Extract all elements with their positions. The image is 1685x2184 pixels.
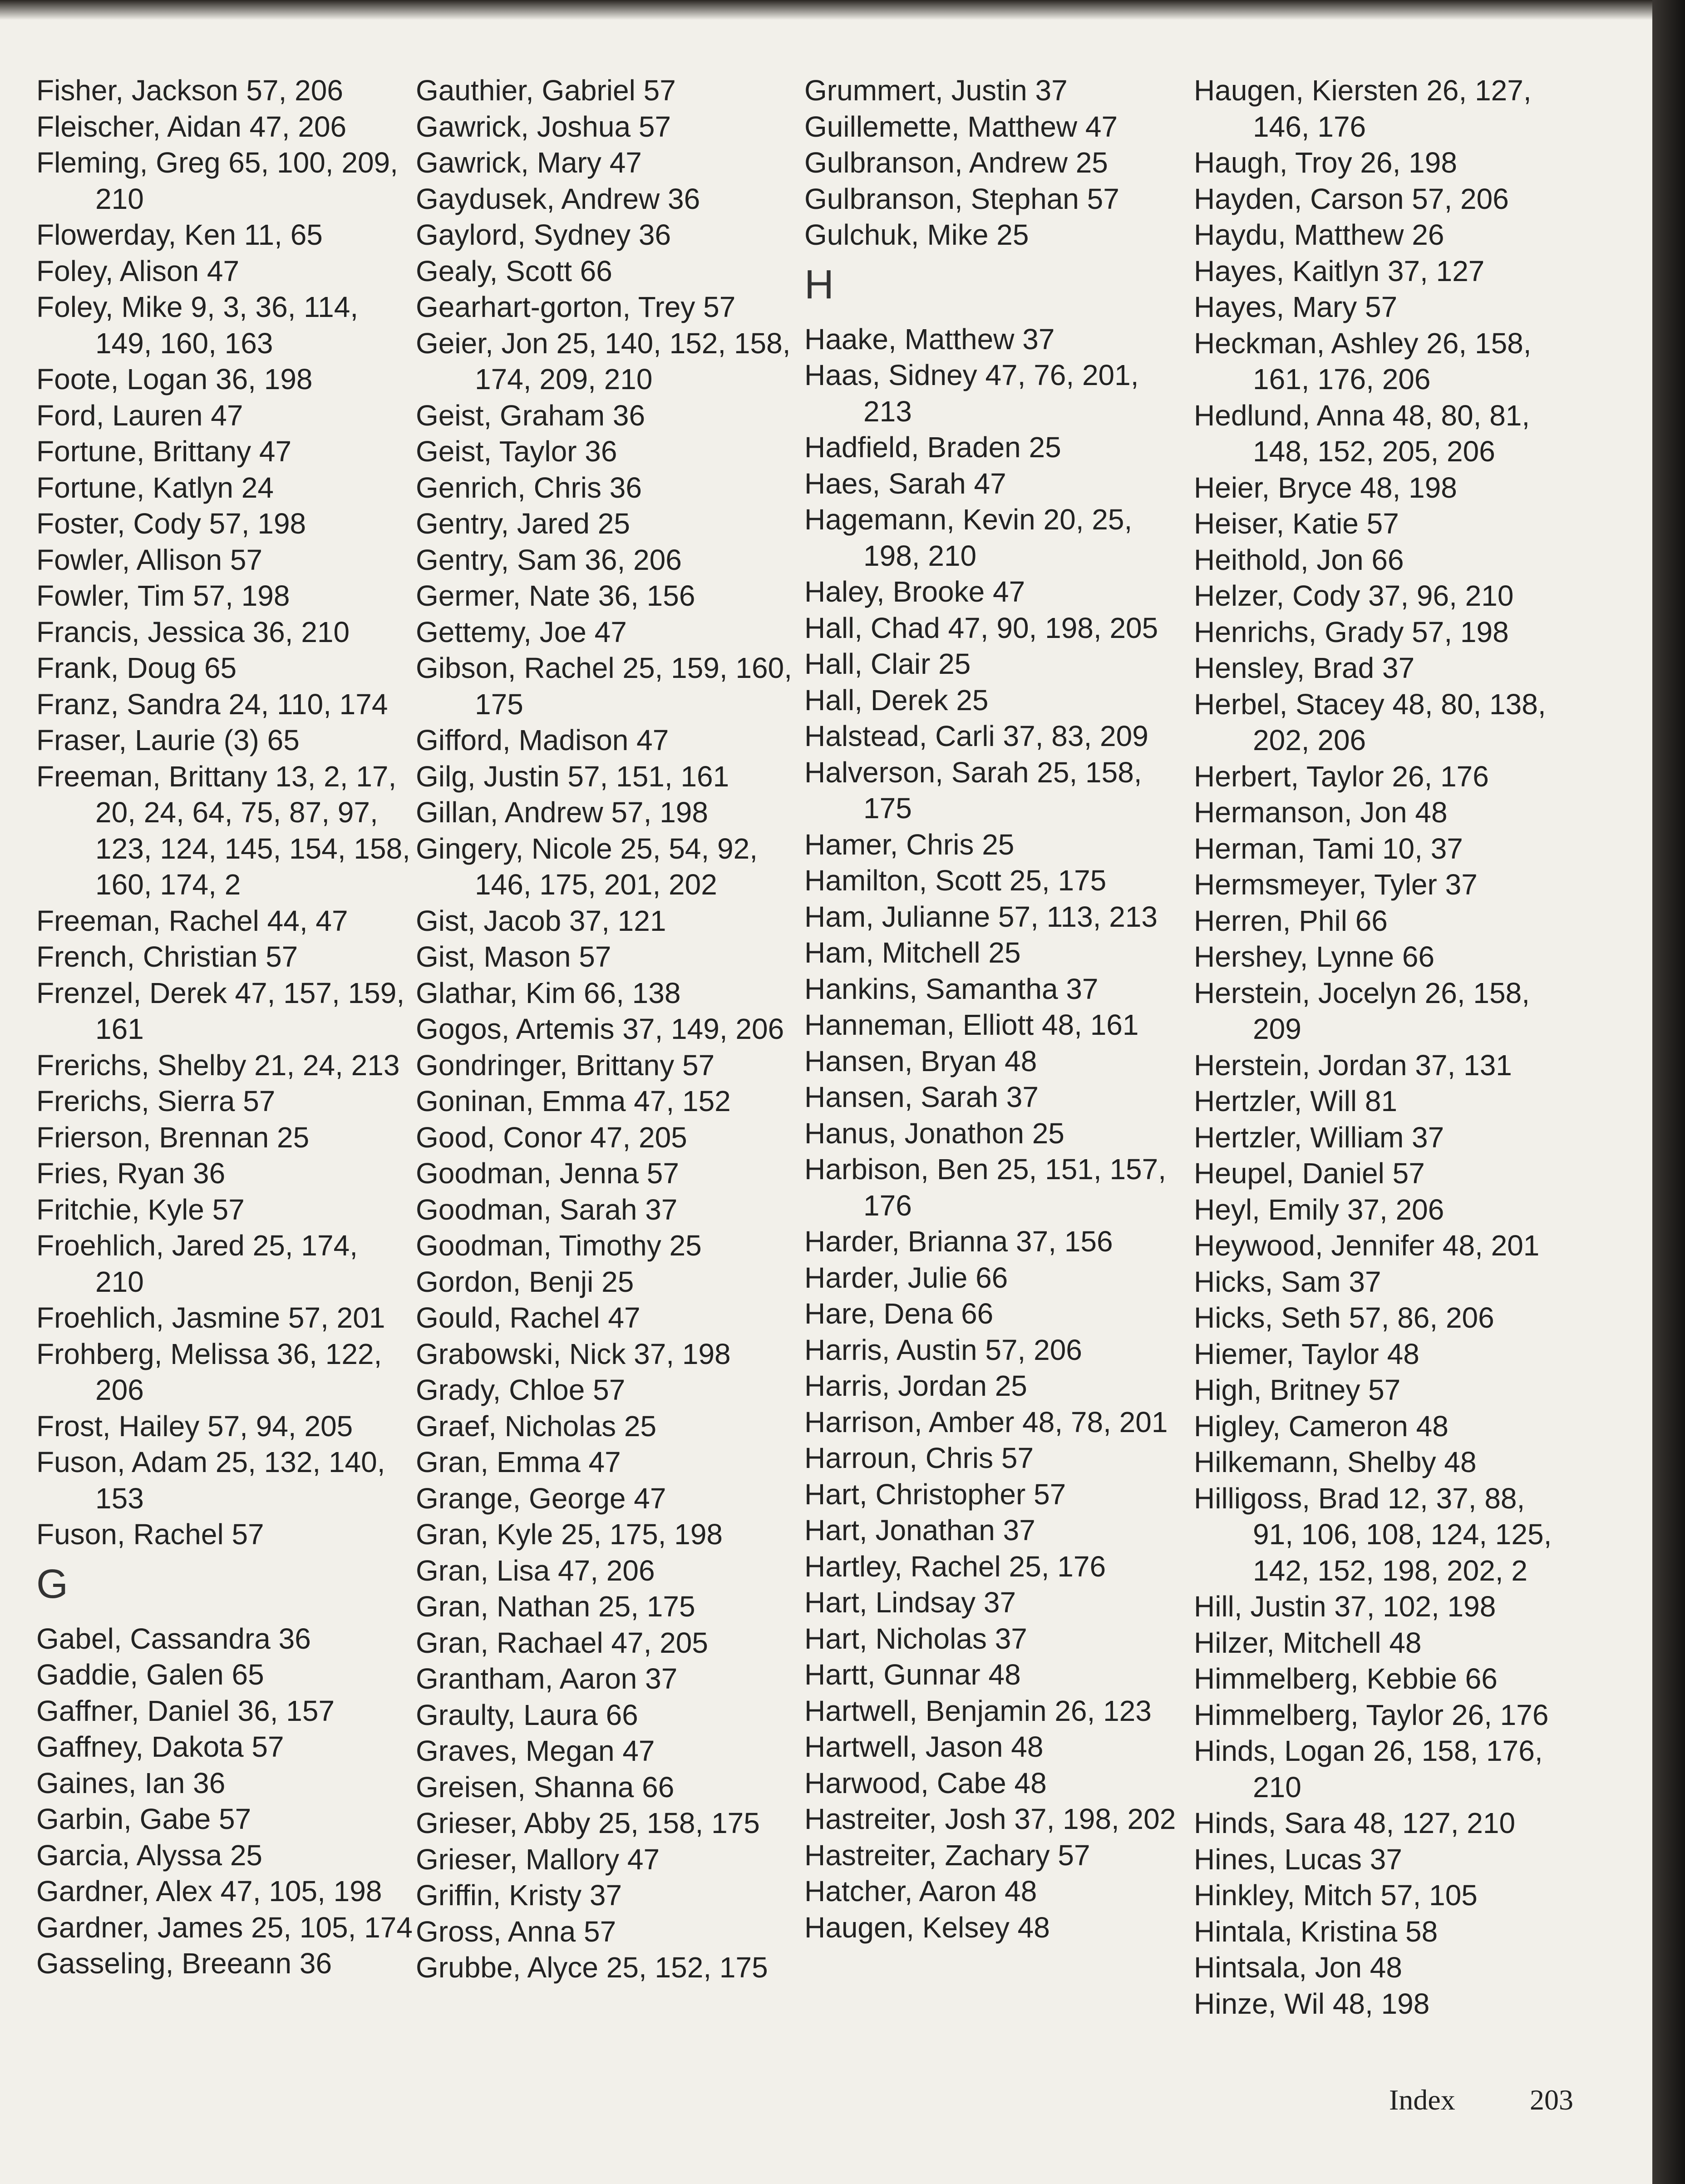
- index-entry: Foley, Alison 47: [36, 254, 240, 287]
- index-entry: Goninan, Emma 47, 152: [416, 1085, 731, 1117]
- index-entry: Grantham, Aaron 37: [416, 1662, 678, 1695]
- index-column-3: [804, 73, 1181, 1946]
- index-entry: Haas, Sidney 47, 76, 201, 213: [804, 359, 1139, 428]
- index-entry: Harder, Julie 66: [804, 1261, 1008, 1294]
- index-entry: Gaines, Ian 36: [36, 1766, 226, 1799]
- index-entry: Graulty, Laura 66: [416, 1698, 638, 1731]
- index-entry: Haugh, Troy 26, 198: [1194, 146, 1457, 179]
- index-entry: Garbin, Gabe 57: [36, 1803, 251, 1835]
- index-entry: Frank, Doug 65: [36, 652, 237, 684]
- index-entry: Haugen, Kiersten 26, 127, 146, 176: [1194, 74, 1532, 143]
- index-entry: Hines, Lucas 37: [1194, 1843, 1402, 1876]
- index-entry: Gifford, Madison 47: [416, 724, 669, 756]
- index-entry: Harrison, Amber 48, 78, 201: [804, 1405, 1168, 1438]
- index-entry: Frost, Hailey 57, 94, 205: [36, 1409, 353, 1443]
- index-entry: Hertzler, Will 81: [1194, 1085, 1398, 1117]
- index-entry: Glathar, Kim 66, 138: [416, 976, 681, 1009]
- index-entry: French, Christian 57: [36, 940, 298, 973]
- index-entry: Gawrick, Mary 47: [416, 146, 642, 179]
- index-entry: Grabowski, Nick 37, 198: [416, 1337, 731, 1370]
- index-entry: Fisher, Jackson 57, 206: [36, 74, 343, 107]
- index-entry: Heywood, Jennifer 48, 201: [1194, 1229, 1540, 1262]
- index-entry: Fleming, Greg 65, 100, 209, 210: [36, 146, 398, 215]
- index-entry: Frerichs, Sierra 57: [36, 1085, 276, 1117]
- index-entry: Gould, Rachel 47: [416, 1301, 640, 1334]
- index-column-1: [36, 73, 413, 1982]
- index-entry: Guillemette, Matthew 47: [804, 110, 1118, 143]
- index-entry: Grady, Chloe 57: [416, 1374, 626, 1406]
- index-entry: Francis, Jessica 36, 210: [36, 615, 350, 648]
- index-entry: Frerichs, Shelby 21, 24, 213: [36, 1048, 400, 1082]
- index-entry: Fortune, Brittany 47: [36, 435, 292, 468]
- index-entry: Gulbranson, Stephan 57: [804, 182, 1119, 215]
- index-entry: Hall, Derek 25: [804, 683, 989, 716]
- index-entry: Fritchie, Kyle 57: [36, 1193, 245, 1226]
- index-entry: Gist, Jacob 37, 121: [416, 904, 666, 937]
- page-number: 203: [1530, 2084, 1573, 2116]
- index-entry: Gaffney, Dakota 57: [36, 1730, 284, 1763]
- index-entry: Gogos, Artemis 37, 149, 206: [416, 1013, 784, 1045]
- index-entry: Gealy, Scott 66: [416, 254, 612, 287]
- index-entry: Gulbranson, Andrew 25: [804, 146, 1108, 179]
- index-entry: Hinds, Logan 26, 158, 176, 210: [1194, 1734, 1543, 1804]
- index-entry: Herren, Phil 66: [1194, 904, 1388, 937]
- index-entry: Hadfield, Braden 25: [804, 431, 1061, 464]
- index-entry: Hastreiter, Josh 37, 198, 202: [804, 1803, 1176, 1835]
- index-entry: Hertzler, William 37: [1194, 1121, 1444, 1154]
- index-entry: Foley, Mike 9, 3, 36, 114, 149, 160, 163: [36, 291, 359, 360]
- index-entry: Gordon, Benji 25: [416, 1265, 634, 1298]
- index-entry: Hartt, Gunnar 48: [804, 1658, 1021, 1691]
- index-entry: Hinze, Wil 48, 198: [1194, 1987, 1430, 2020]
- index-entry: Gingery, Nicole 25, 54, 92, 146, 175, 201, 202: [416, 832, 758, 901]
- index-entry: Grange, George 47: [416, 1482, 666, 1515]
- index-entry: Goodman, Sarah 37: [416, 1193, 678, 1226]
- index-entry: Hall, Clair 25: [804, 647, 971, 680]
- index-entry: Ham, Julianne 57, 113, 213: [804, 900, 1158, 933]
- index-entry: Hare, Dena 66: [804, 1297, 994, 1330]
- index-entry: Hayes, Kaitlyn 37, 127: [1194, 254, 1485, 287]
- index-entry: Halstead, Carli 37, 83, 209: [804, 720, 1148, 752]
- index-entry: Hinds, Sara 48, 127, 210: [1194, 1807, 1516, 1839]
- index-entry: Haes, Sarah 47: [804, 467, 1006, 500]
- index-entry: Haugen, Kelsey 48: [804, 1911, 1050, 1944]
- index-entry: Hansen, Bryan 48: [804, 1044, 1037, 1077]
- index-entry: Hilzer, Mitchell 48: [1194, 1626, 1422, 1659]
- index-entry: Gentry, Sam 36, 206: [416, 543, 682, 576]
- index-entry: Geier, Jon 25, 140, 152, 158, 174, 209, 210: [416, 326, 791, 395]
- index-entry: Freeman, Rachel 44, 47: [36, 904, 348, 937]
- index-entry: Gran, Rachael 47, 205: [416, 1626, 708, 1659]
- index-entry: Gross, Anna 57: [416, 1915, 616, 1948]
- index-entry: Fraser, Laurie (3) 65: [36, 724, 300, 756]
- index-entry: Fortune, Katlyn 24: [36, 471, 274, 504]
- index-entry: Haydu, Matthew 26: [1194, 218, 1444, 251]
- index-entry: Gaffner, Daniel 36, 157: [36, 1694, 335, 1727]
- footer-section-label: Index: [1389, 2084, 1455, 2116]
- index-entry: Grubbe, Alyce 25, 152, 175: [416, 1951, 768, 1984]
- index-entry: Hart, Jonathan 37: [804, 1514, 1035, 1547]
- index-entry: Hermsmeyer, Tyler 37: [1194, 868, 1478, 901]
- index-entry: Greisen, Shanna 66: [416, 1770, 675, 1804]
- index-entry: Hicks, Sam 37: [1194, 1265, 1381, 1298]
- index-entry: Ham, Mitchell 25: [804, 936, 1021, 969]
- index-entry: Hastreiter, Zachary 57: [804, 1838, 1090, 1872]
- index-entry: Gibson, Rachel 25, 159, 160, 175: [416, 652, 792, 721]
- index-entry: Hicks, Seth 57, 86, 206: [1194, 1301, 1494, 1334]
- index-entry: Hagemann, Kevin 20, 25, 198, 210: [804, 503, 1133, 572]
- index-entry: Gran, Kyle 25, 175, 198: [416, 1518, 723, 1551]
- index-entry: Hanneman, Elliott 48, 161: [804, 1008, 1139, 1041]
- index-entry: Hilligoss, Brad 12, 37, 88, 91, 106, 108, 124, 125, 142, 152, 198, 202, 2: [1194, 1482, 1552, 1587]
- section-letter: G: [36, 1561, 69, 1607]
- index-entry: Gaddie, Galen 65: [36, 1658, 264, 1691]
- index-entry: Goodman, Timothy 25: [416, 1229, 702, 1262]
- index-entry: Fleischer, Aidan 47, 206: [36, 110, 347, 143]
- index-entry: Hartwell, Benjamin 26, 123: [804, 1694, 1152, 1727]
- index-entry: Gettemy, Joe 47: [416, 615, 627, 648]
- index-entry: Foote, Logan 36, 198: [36, 363, 313, 395]
- index-entry: Heiser, Katie 57: [1194, 507, 1399, 540]
- index-entry: Hinkley, Mitch 57, 105: [1194, 1879, 1478, 1912]
- index-entry: Hill, Justin 37, 102, 198: [1194, 1590, 1496, 1623]
- index-entry: Henrichs, Grady 57, 198: [1194, 615, 1509, 648]
- index-entry: Herstein, Jordan 37, 131: [1194, 1048, 1512, 1082]
- index-entry: Goodman, Jenna 57: [416, 1157, 679, 1190]
- index-entry: Gasseling, Breeann 36: [36, 1947, 332, 1980]
- index-entry: Freeman, Brittany 13, 2, 17, 20, 24, 64, 75, 87, 97, 123, 124, 145, 154, 158, 160, 174, 2: [36, 760, 410, 901]
- index-entry: Harder, Brianna 37, 156: [804, 1225, 1113, 1258]
- index-entry: Heyl, Emily 37, 206: [1194, 1193, 1444, 1226]
- index-entry: Gran, Emma 47: [416, 1446, 621, 1478]
- index-entry: Harwood, Cabe 48: [804, 1766, 1047, 1799]
- index-entry: Germer, Nate 36, 156: [416, 579, 695, 612]
- index-entry: Fuson, Rachel 57: [36, 1518, 264, 1551]
- index-column-2: [416, 73, 793, 1986]
- index-entry: Heupel, Daniel 57: [1194, 1157, 1425, 1190]
- index-entry: Hermanson, Jon 48: [1194, 796, 1448, 829]
- index-entry: Gauthier, Gabriel 57: [416, 74, 676, 107]
- index-entry: High, Britney 57: [1194, 1374, 1401, 1406]
- index-entry: Hedlund, Anna 48, 80, 81, 148, 152, 205, 206: [1194, 399, 1530, 468]
- index-entry: Hayden, Carson 57, 206: [1194, 182, 1509, 215]
- index-entry: Hanus, Jonathon 25: [804, 1117, 1064, 1150]
- index-entry: Fowler, Allison 57: [36, 543, 263, 576]
- index-entry: Heithold, Jon 66: [1194, 543, 1404, 576]
- index-entry: Haley, Brooke 47: [804, 575, 1025, 608]
- index-entry: Hall, Chad 47, 90, 198, 205: [804, 611, 1158, 644]
- index-column-4: [1194, 73, 1571, 2022]
- index-entry: Hintala, Kristina 58: [1194, 1915, 1438, 1948]
- index-entry: Helzer, Cody 37, 96, 210: [1194, 579, 1514, 612]
- index-entry: Graves, Megan 47: [416, 1734, 655, 1767]
- index-entry: Frohberg, Melissa 36, 122, 206: [36, 1337, 382, 1406]
- index-entry: Gentry, Jared 25: [416, 507, 630, 540]
- index-entry: Good, Conor 47, 205: [416, 1121, 687, 1154]
- index-entry: Harbison, Ben 25, 151, 157, 176: [804, 1153, 1166, 1222]
- index-entry: Hart, Christopher 57: [804, 1477, 1066, 1511]
- index-entry: Halverson, Sarah 25, 158, 175: [804, 756, 1142, 825]
- index-entry: Frierson, Brennan 25: [36, 1121, 310, 1154]
- index-entry: Franz, Sandra 24, 110, 174: [36, 687, 388, 721]
- index-entry: Himmelberg, Kebbie 66: [1194, 1662, 1498, 1695]
- index-entry: Hansen, Sarah 37: [804, 1081, 1039, 1113]
- index-entry: Haake, Matthew 37: [804, 322, 1055, 356]
- index-entry: Hart, Nicholas 37: [804, 1622, 1027, 1655]
- index-entry: Frenzel, Derek 47, 157, 159, 161: [36, 976, 405, 1045]
- index-entry: Harris, Jordan 25: [804, 1369, 1027, 1402]
- index-entry: Fowler, Tim 57, 198: [36, 579, 290, 612]
- index-entry: Geist, Taylor 36: [416, 435, 617, 468]
- index-entry: Froehlich, Jared 25, 174, 210: [36, 1229, 358, 1298]
- index-entry: Gran, Nathan 25, 175: [416, 1590, 695, 1623]
- index-entry: Griffin, Kristy 37: [416, 1879, 622, 1912]
- index-entry: Hartley, Rachel 25, 176: [804, 1550, 1106, 1583]
- index-entry: Gardner, Alex 47, 105, 198: [36, 1875, 382, 1907]
- index-entry: Gulchuk, Mike 25: [804, 218, 1029, 251]
- index-entry: Gawrick, Joshua 57: [416, 110, 671, 143]
- index-entry: Flowerday, Ken 11, 65: [36, 218, 323, 251]
- scan-top-shadow: [0, 0, 1652, 20]
- scan-dark-edge: [1652, 0, 1685, 2184]
- index-entry: Genrich, Chris 36: [416, 471, 642, 504]
- index-entry: Geist, Graham 36: [416, 399, 645, 432]
- index-entry: Foster, Cody 57, 198: [36, 507, 306, 540]
- index-entry: Hatcher, Aaron 48: [804, 1875, 1037, 1907]
- index-entry: Herbel, Stacey 48, 80, 138, 202, 206: [1194, 687, 1546, 756]
- index-entry: Hiemer, Taylor 48: [1194, 1337, 1419, 1370]
- index-entry: Herstein, Jocelyn 26, 158, 209: [1194, 976, 1530, 1045]
- index-entry: Higley, Cameron 48: [1194, 1409, 1449, 1443]
- index-entry: Fuson, Adam 25, 132, 140, 153: [36, 1446, 385, 1515]
- index-entry: Hankins, Samantha 37: [804, 972, 1099, 1005]
- index-entry: Harroun, Chris 57: [804, 1442, 1034, 1474]
- index-entry: Harris, Austin 57, 206: [804, 1333, 1082, 1366]
- index-entry: Gran, Lisa 47, 206: [416, 1554, 655, 1587]
- index-entry: Graef, Nicholas 25: [416, 1409, 657, 1443]
- index-entry: Gabel, Cassandra 36: [36, 1622, 311, 1655]
- index-entry: Ford, Lauren 47: [36, 399, 243, 432]
- index-entry: Heier, Bryce 48, 198: [1194, 471, 1457, 504]
- index-entry: Gearhart-gorton, Trey 57: [416, 291, 736, 323]
- index-entry: Gilg, Justin 57, 151, 161: [416, 760, 729, 793]
- index-entry: Hamer, Chris 25: [804, 828, 1015, 861]
- index-entry: Grieser, Mallory 47: [416, 1843, 660, 1876]
- index-entry: Grummert, Justin 37: [804, 74, 1068, 107]
- index-entry: Herman, Tami 10, 37: [1194, 832, 1463, 865]
- index-entry: Gaylord, Sydney 36: [416, 218, 671, 251]
- index-entry: Gaydusek, Andrew 36: [416, 182, 700, 215]
- index-entry: Hensley, Brad 37: [1194, 652, 1415, 684]
- index-entry: Hayes, Mary 57: [1194, 291, 1398, 323]
- index-entry: Gardner, James 25, 105, 174: [36, 1911, 413, 1944]
- index-entry: Herbert, Taylor 26, 176: [1194, 760, 1489, 793]
- index-entry: Hershey, Lynne 66: [1194, 940, 1435, 973]
- index-entry: Gist, Mason 57: [416, 940, 611, 973]
- index-entry: Gillan, Andrew 57, 198: [416, 796, 708, 829]
- index-entry: Gondringer, Brittany 57: [416, 1048, 715, 1082]
- index-entry: Fries, Ryan 36: [36, 1157, 226, 1190]
- section-letter: H: [804, 262, 834, 307]
- index-entry: Hart, Lindsay 37: [804, 1586, 1016, 1619]
- index-entry: Hamilton, Scott 25, 175: [804, 864, 1107, 897]
- index-entry: Himmelberg, Taylor 26, 176: [1194, 1698, 1549, 1731]
- index-entry: Froehlich, Jasmine 57, 201: [36, 1301, 385, 1334]
- index-entry: Heckman, Ashley 26, 158, 161, 176, 206: [1194, 326, 1532, 395]
- index-entry: Garcia, Alyssa 25: [36, 1838, 262, 1872]
- index-entry: Hilkemann, Shelby 48: [1194, 1446, 1477, 1478]
- index-entry: Grieser, Abby 25, 158, 175: [416, 1807, 760, 1839]
- index-entry: Hintsala, Jon 48: [1194, 1951, 1402, 1984]
- index-entry: Hartwell, Jason 48: [804, 1730, 1044, 1763]
